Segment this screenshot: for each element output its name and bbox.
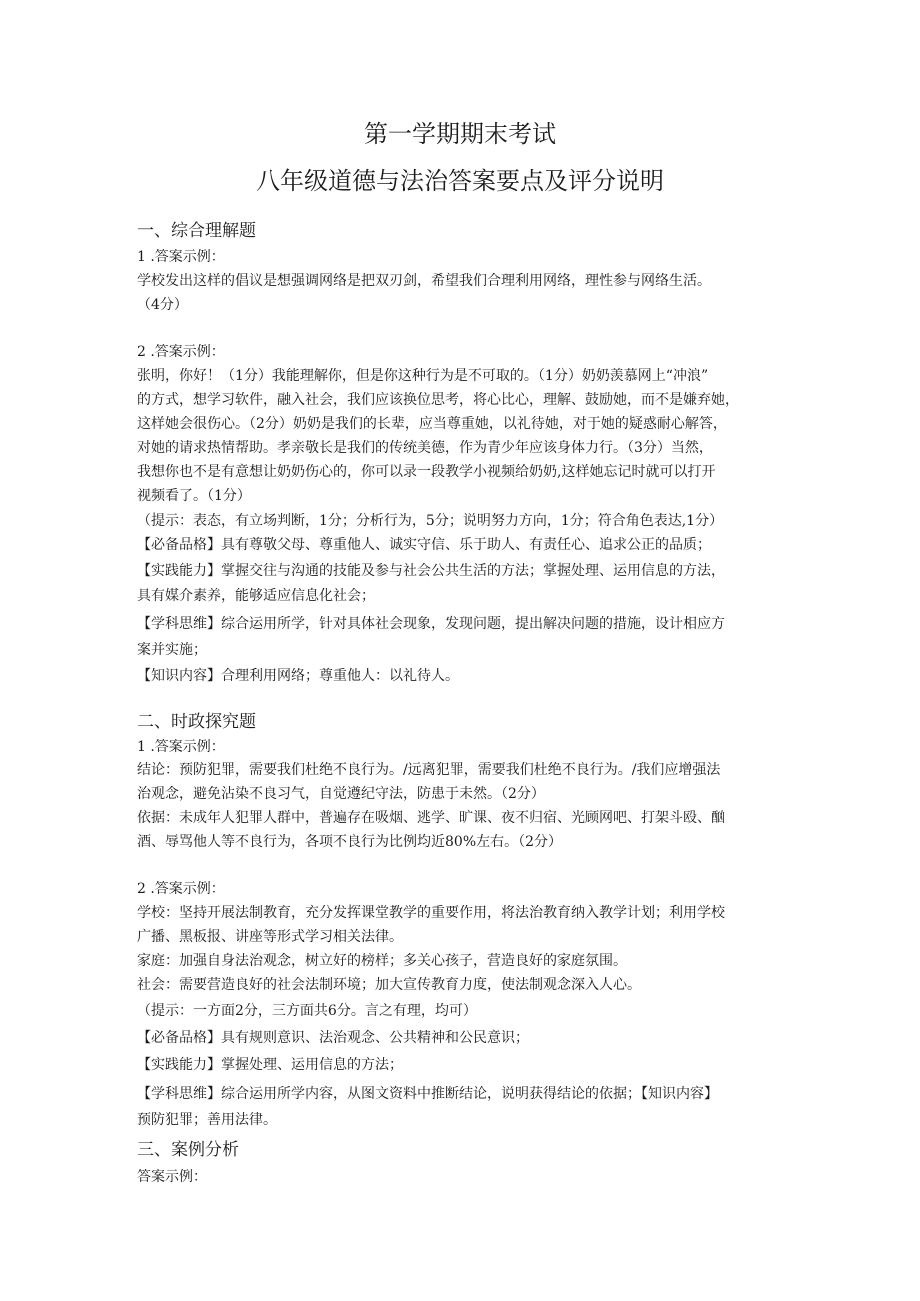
rubric-line: 【实践能力】掌握处理、运用信息的方法； <box>137 1057 403 1073</box>
question-label: 1 .答案示例： <box>137 739 225 755</box>
rubric-line: 【学科思维】综合运用所学，针对具体社会现象，发现问题，提出解决问题的措施，设计相应方 <box>137 616 725 632</box>
scoring-hint: （提示：表态，有立场判断，1分；分析行为，5分；说明努力方向，1分；符合角色表达,1分） <box>137 513 724 529</box>
section-heading: 二、时政探究题 <box>137 712 256 732</box>
page-title: 第一学期期末考试 <box>364 120 556 148</box>
answer-line: 社会：需要营造良好的社会法制环境；加大宣传教育力度，使法制观念深入人心。 <box>137 977 641 993</box>
rubric-line: 【知识内容】合理利用网络；尊重他人：以礼待人。 <box>137 668 459 684</box>
answer-line: 学校发出这样的倡议是想强调网络是把双刃剑，希望我们合理利用网络，理性参与网络生活。 <box>137 273 711 289</box>
question-label: 2 .答案示例： <box>137 881 225 897</box>
answer-line: 依据：未成年人犯罪人群中，普遍存在吸烟、逃学、旷课、夜不归宿、光顾网吧、打架斗殴、酗 <box>137 810 725 826</box>
answer-line: 家庭：加强自身法治观念，树立好的榜样；多关心孩子，营造良好的家庭氛围。 <box>137 953 627 969</box>
answer-line: 学校：坚持开展法制教育，充分发挥课堂教学的重要作用，将法治教育纳入教学计划；利用学校 <box>137 905 725 921</box>
answer-line: 酒、辱骂他人等不良行为，各项不良行为比例均近80%左右。（2分） <box>137 834 563 850</box>
scoring-hint: （提示：一方面2分，三方面共6分。言之有理，均可） <box>137 1003 477 1019</box>
section-heading: 三、案例分析 <box>137 1140 239 1160</box>
question-label: 2 .答案示例： <box>137 344 225 360</box>
answer-line: （4分） <box>137 297 188 313</box>
question-label: 1 .答案示例： <box>137 249 225 265</box>
rubric-line: 【实践能力】掌握交往与沟通的技能及参与社会公共生活的方法；掌握处理、运用信息的方法， <box>137 563 725 579</box>
rubric-line: 案并实施； <box>137 642 207 658</box>
answer-line: 对她的请求热情帮助。孝亲敬长是我们的传统美德，作为青少年应该身体力行。（3分）当然， <box>137 440 713 456</box>
answer-line: 治观念，避免沾染不良习气，自觉遵纪守法，防患于未然。（2分） <box>137 786 545 802</box>
rubric-line: 【学科思维】综合运用所学内容，从图文资料中推断结论，说明获得结论的依据；【知识内容】 <box>137 1086 718 1102</box>
answer-line: 我想你也不是有意想让奶奶伤心的，你可以录一段教学小视频给奶奶,这样她忘记时就可以打开 <box>137 464 716 480</box>
page-subtitle: 八年级道德与法治答案要点及评分说明 <box>256 167 664 195</box>
section-heading: 一、综合理解题 <box>137 221 256 241</box>
rubric-line: 具有媒介素养，能够适应信息化社会； <box>137 588 375 604</box>
answer-line: 视频看了。（1分） <box>137 488 251 504</box>
answer-line: 广播、黑板报、讲座等形式学习相关法律。 <box>137 929 403 945</box>
answer-line: 的方式，想学习软件，融入社会，我们应该换位思考，将心比心，理解、鼓励她，而不是嫌弃她， <box>137 392 739 408</box>
answer-line: 结论：预防犯罪，需要我们杜绝不良行为。/远离犯罪，需要我们杜绝不良行为。/我们应增强法 <box>137 762 721 778</box>
rubric-line: 【必备品格】具有规则意识、法治观念、公共精神和公民意识； <box>137 1030 529 1046</box>
question-label: 答案示例： <box>137 1169 207 1185</box>
answer-line: 张明，你好！（1分）我能理解你，但是你这种行为是不可取的。（1分）奶奶羡慕网上“冲浪” <box>137 368 709 384</box>
rubric-line: 预防犯罪；善用法律。 <box>137 1112 277 1128</box>
rubric-line: 【必备品格】具有尊敬父母、尊重他人、诚实守信、乐于助人、有责任心、追求公正的品质； <box>137 537 711 553</box>
answer-line: 这样她会很伤心。（2分）奶奶是我们的长辈，应当尊重她，以礼待她，对于她的疑惑耐心解答， <box>137 416 727 432</box>
